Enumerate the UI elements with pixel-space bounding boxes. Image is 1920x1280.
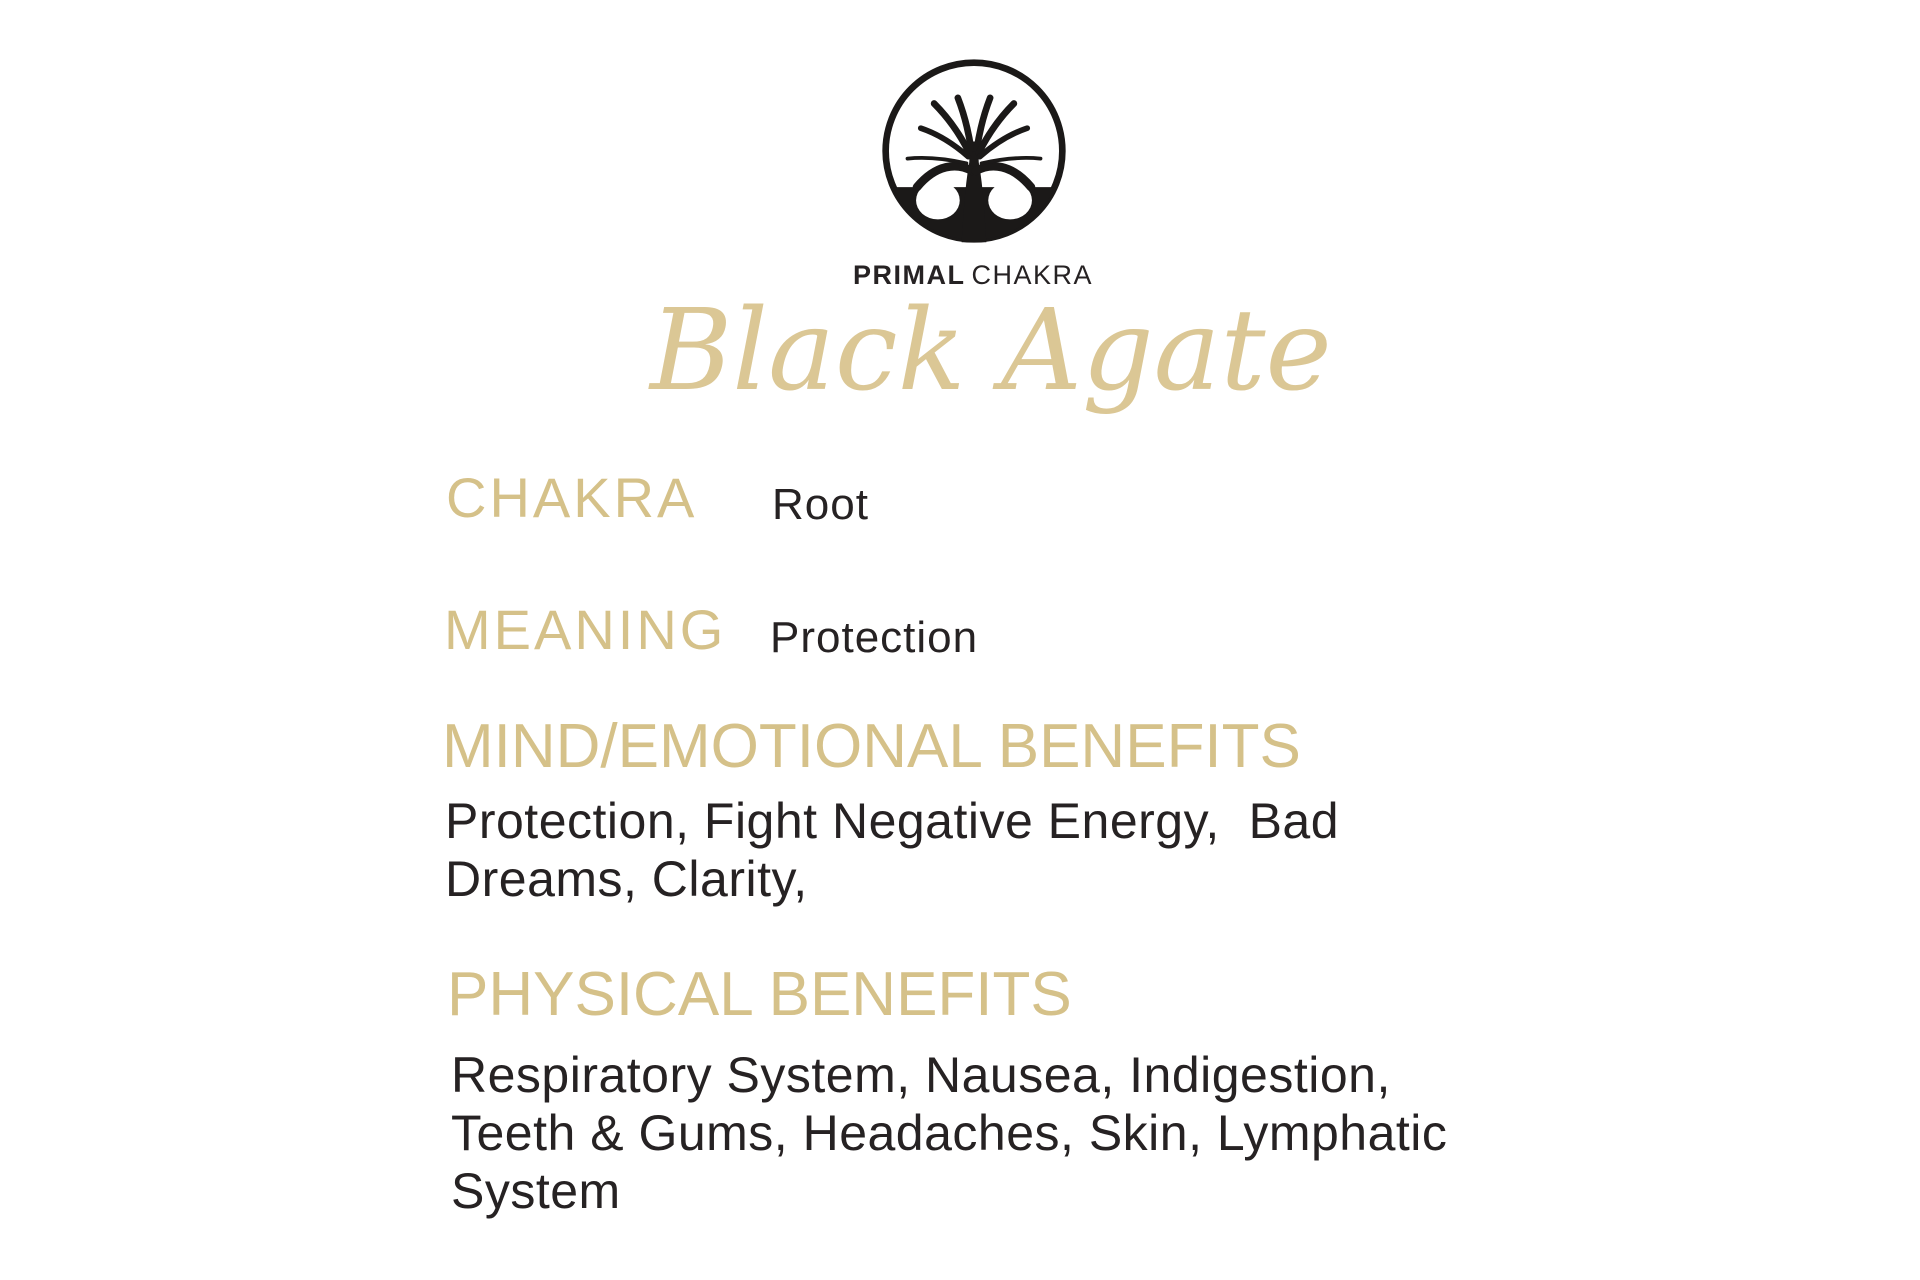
physical-benefits-line: System — [451, 1163, 621, 1219]
chakra-section-value: Root — [772, 480, 869, 529]
brand-name-bold: PRIMAL — [852, 260, 966, 290]
mind-benefits-line: Protection, Fight Negative Energy, Bad — [445, 793, 1340, 849]
mind-benefits-text — [445, 792, 1339, 908]
physical-benefits-text — [451, 1046, 1447, 1220]
physical-benefits-label: PHYSICAL BENEFITS — [447, 960, 1072, 1029]
meaning-section-value: Protection — [770, 613, 979, 662]
mind-benefits-label: MIND/EMOTIONAL BENEFITS — [442, 712, 1301, 781]
meaning-section-label: MEANING — [444, 598, 727, 661]
physical-benefits-line: Teeth & Gums, Headaches, Skin, Lymphatic — [451, 1105, 1448, 1161]
chakra-section-label: CHAKRA — [446, 466, 698, 529]
physical-benefits-line: Respiratory System, Nausea, Indigestion, — [451, 1047, 1391, 1103]
stone-title: Black Agate — [650, 286, 1332, 416]
tree-of-life-icon — [879, 55, 1069, 247]
mind-benefits-line: Dreams, Clarity, — [445, 851, 808, 907]
brand-name-light: CHAKRA — [971, 260, 1094, 290]
